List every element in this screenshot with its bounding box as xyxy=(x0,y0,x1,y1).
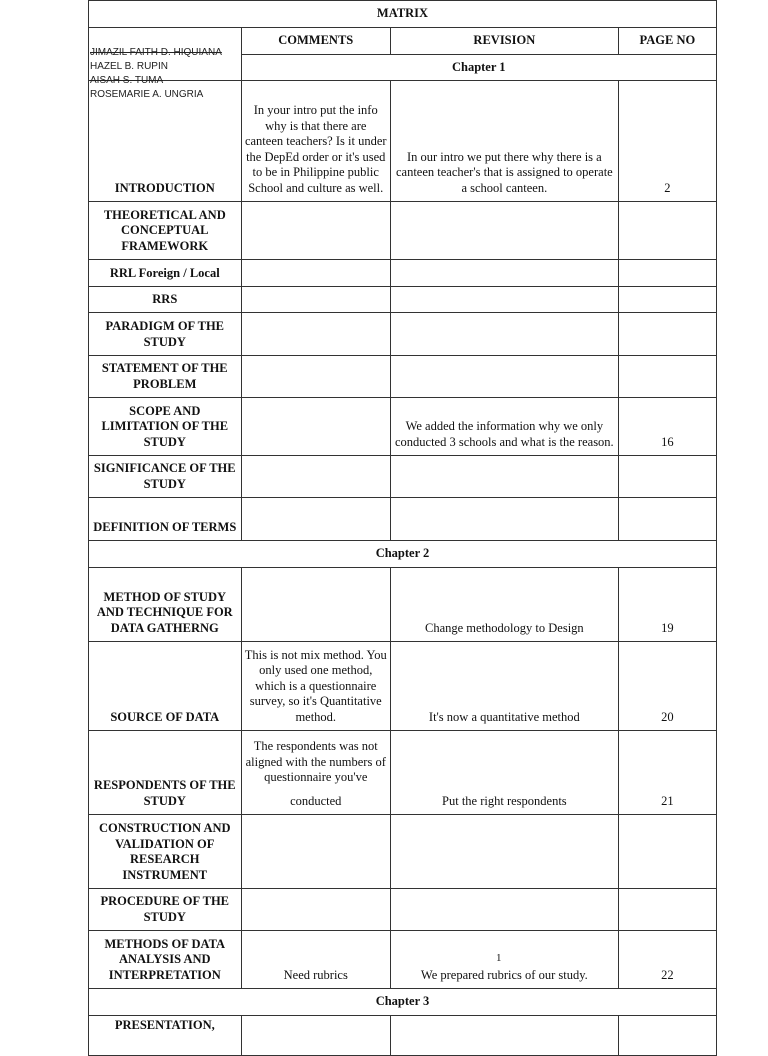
comments-header: COMMENTS xyxy=(241,28,390,55)
comment-cell xyxy=(241,398,390,456)
comment-cell: This is not mix method. You only used one method, which is a questionnaire survey, so it's Quantitative method. xyxy=(241,642,390,731)
matrix-title: MATRIX xyxy=(89,1,717,28)
revision-cell xyxy=(390,313,618,356)
title-row xyxy=(89,1,717,28)
author-name: JIMAZIL FAITH D. HIQUIANA xyxy=(90,47,222,58)
section-name: SCOPE AND LIMITATION OF THE STUDY xyxy=(89,398,242,456)
page-cell: 16 xyxy=(618,398,716,456)
page-cell xyxy=(618,356,716,398)
comment-cell xyxy=(241,498,390,541)
page-cell xyxy=(618,202,716,260)
section-name: THEORETICAL AND CONCEPTUAL FRAMEWORK xyxy=(89,202,242,260)
revision-cell xyxy=(390,202,618,260)
chapter-3-label: Chapter 3 xyxy=(89,989,717,1016)
table-row xyxy=(89,731,717,815)
author-list xyxy=(90,46,222,102)
section-name: METHODS OF DATA ANALYSIS AND INTERPRETATION xyxy=(89,931,242,989)
revision-cell xyxy=(390,498,618,541)
table-row xyxy=(89,260,717,287)
table-row xyxy=(89,456,717,498)
table-row xyxy=(89,287,717,313)
comment-cell xyxy=(241,815,390,889)
matrix-table xyxy=(88,0,717,1056)
table-row xyxy=(89,642,717,731)
page-cell xyxy=(618,889,716,931)
page-cell xyxy=(618,498,716,541)
section-name: RRS xyxy=(89,287,242,313)
chapter-row xyxy=(89,989,717,1016)
section-name: SIGNIFICANCE OF THE STUDY xyxy=(89,456,242,498)
page-cell: 21 xyxy=(618,731,716,815)
section-name: INTRODUCTION xyxy=(89,81,242,202)
revision-cell xyxy=(390,356,618,398)
revision-cell: Change methodology to Design xyxy=(390,568,618,642)
section-name: METHOD OF STUDY AND TECHNIQUE FOR DATA GATHERNG xyxy=(89,568,242,642)
comment-text: conducted xyxy=(290,793,342,808)
section-name: DEFINITION OF TERMS xyxy=(89,498,242,541)
comment-cell xyxy=(241,202,390,260)
comment-cell xyxy=(241,1016,390,1056)
table-row xyxy=(89,202,717,260)
page-cell xyxy=(618,815,716,889)
page-cell xyxy=(618,260,716,287)
author-name: ROSEMARIE A. UNGRIA xyxy=(90,89,204,100)
table-row xyxy=(89,398,717,456)
section-name: PROCEDURE OF THE STUDY xyxy=(89,889,242,931)
comment-cell xyxy=(241,889,390,931)
section-name: STATEMENT OF THE PROBLEM xyxy=(89,356,242,398)
revision-cell: We added the information why we only conducted 3 schools and what is the reason. xyxy=(390,398,618,456)
section-name: SOURCE OF DATA xyxy=(89,642,242,731)
page-cell: 22 xyxy=(618,931,716,989)
chapter-1-label: Chapter 1 xyxy=(241,55,716,81)
revision-cell xyxy=(390,1016,618,1056)
comment-cell xyxy=(241,568,390,642)
comment-cell xyxy=(241,731,390,815)
table-row xyxy=(89,356,717,398)
table-row xyxy=(89,931,717,989)
section-name: RRL Foreign / Local xyxy=(89,260,242,287)
section-name: PRESENTATION, xyxy=(89,1016,242,1056)
section-name: CONSTRUCTION AND VALIDATION OF RESEARCH INSTRUMENT xyxy=(89,815,242,889)
comment-cell xyxy=(241,356,390,398)
revision-cell: We prepared rubrics of our study. xyxy=(390,931,618,989)
revision-header: REVISION xyxy=(390,28,618,55)
comment-cell: Need rubrics xyxy=(241,931,390,989)
table-row xyxy=(89,1016,717,1056)
chapter-row xyxy=(89,541,717,568)
comment-cell xyxy=(241,287,390,313)
table-row xyxy=(89,815,717,889)
comment-cell xyxy=(241,456,390,498)
section-name: RESPONDENTS OF THE STUDY xyxy=(89,731,242,815)
revision-cell: It's now a quantitative method xyxy=(390,642,618,731)
page-cell xyxy=(618,1016,716,1056)
revision-cell xyxy=(390,456,618,498)
comment-cell xyxy=(241,313,390,356)
page-no-header: PAGE NO xyxy=(618,28,716,55)
revision-cell xyxy=(390,287,618,313)
comment-cell xyxy=(241,260,390,287)
page-cell xyxy=(618,287,716,313)
table-row xyxy=(89,889,717,931)
table-row xyxy=(89,313,717,356)
revision-cell: Put the right respondents xyxy=(390,731,618,815)
comment-text: The respondents was not aligned with the numbers of questionnaire you've xyxy=(245,739,386,784)
revision-cell xyxy=(390,260,618,287)
page-number: 1 xyxy=(496,952,502,964)
section-name: PARADIGM OF THE STUDY xyxy=(89,313,242,356)
page-cell xyxy=(618,313,716,356)
page-cell xyxy=(618,456,716,498)
table-row xyxy=(89,568,717,642)
author-name: AISAH S. TUMA xyxy=(90,75,164,86)
chapter-2-label: Chapter 2 xyxy=(89,541,717,568)
page-cell: 2 xyxy=(618,81,716,202)
revision-cell xyxy=(390,889,618,931)
revision-cell: In our intro we put there why there is a canteen teacher's that is assigned to operate a school canteen. xyxy=(390,81,618,202)
table-row xyxy=(89,498,717,541)
page-cell: 20 xyxy=(618,642,716,731)
comment-cell: In your intro put the info why is that there are canteen teachers? Is it under the DepEd order or it's used to be in Philippine public School and culture as well. xyxy=(241,81,390,202)
page-cell: 19 xyxy=(618,568,716,642)
author-name: HAZEL B. RUPIN xyxy=(90,61,168,72)
revision-cell xyxy=(390,815,618,889)
